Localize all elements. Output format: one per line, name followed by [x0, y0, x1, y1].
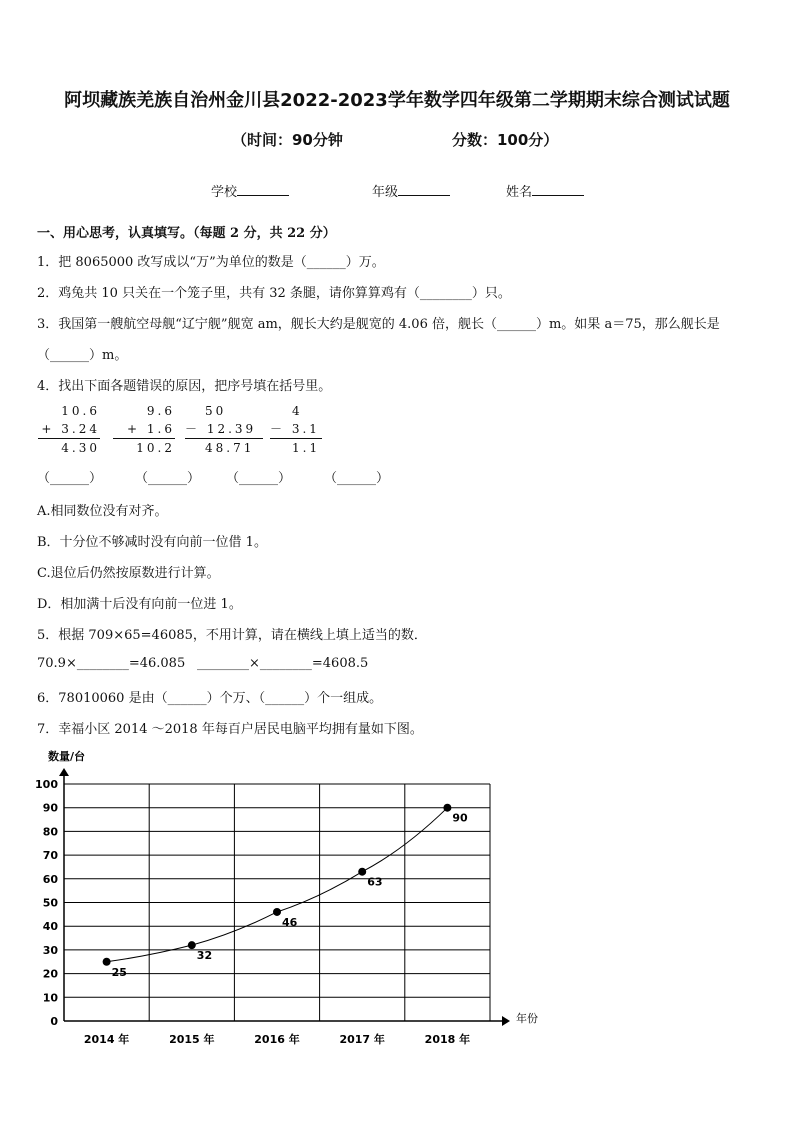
school-field[interactable] — [211, 181, 289, 200]
calc-3-top: 50 — [205, 404, 227, 418]
question-3-continued: （______）m。 — [37, 348, 128, 363]
y-tick-labels — [35, 778, 58, 1028]
exam-score: 分数：100分） — [452, 131, 559, 149]
answer-blank-4[interactable]: （______） — [324, 471, 390, 486]
y-tick-label: 100 — [35, 778, 58, 791]
y-tick-label: 80 — [42, 825, 58, 839]
calc-4-top: 4 — [292, 404, 303, 418]
option-b: B．十分位不够减时没有向前一位借 1。 — [37, 535, 267, 550]
grade-label: 年级 — [372, 185, 399, 200]
y-tick-label: 0 — [50, 1015, 58, 1028]
option-c: C.退位后仍然按原数进行计算。 — [37, 566, 220, 581]
calc-4-operand: － 3.1 — [270, 422, 320, 436]
question-5: 5．根据 709×65=46085，不用计算，请在横线上填上适当的数． — [37, 628, 427, 643]
y-tick-label: 50 — [42, 896, 58, 910]
calc-2-top: 9.6 — [146, 404, 175, 418]
question-6: 6．78010060 是由（______）个万、（______）个一组成。 — [37, 691, 383, 706]
x-axis-arrow — [502, 1016, 510, 1026]
x-tick-label: 2015 年 — [169, 1033, 215, 1046]
answer-blank-1[interactable]: （______） — [37, 471, 103, 486]
question-3: 3．我国第一艘航空母舰“辽宁舰”舰宽 am，舰长大约是舰宽的 4.06 倍，舰长（______）m。如果 a＝75，那么舰长是 — [37, 317, 720, 332]
answer-blank-3[interactable]: （______） — [226, 471, 292, 486]
data-points — [103, 804, 452, 966]
calc-4-result: 1.1 — [270, 438, 322, 457]
data-label: 32 — [196, 949, 213, 963]
y-tick-label: 40 — [42, 920, 58, 934]
answer-blank-2[interactable]: （______） — [135, 471, 201, 486]
y-tick-label: 60 — [42, 872, 58, 886]
data-point — [358, 868, 366, 876]
y-tick-label: 90 — [42, 801, 58, 815]
section-heading: 一、用心思考，认真填写。（每题 2 分，共 22 分） — [37, 226, 336, 241]
calc-4 — [270, 402, 322, 457]
data-label: 25 — [111, 965, 127, 979]
page-title: 阿坝藏族羌族自治州金川县2022-2023学年数学四年级第二学期期末综合测试试题 — [64, 90, 730, 111]
y-axis-label: 数量/台 — [48, 750, 86, 763]
data-label: 63 — [367, 875, 383, 889]
data-label: 90 — [452, 811, 468, 825]
calc-3-operand: － 12.39 — [185, 422, 257, 436]
x-tick-label: 2017 年 — [339, 1033, 385, 1046]
question-5-part-a: 70.9×________=46.085 — [37, 656, 186, 671]
data-point — [188, 941, 196, 949]
x-tick-label: 2018 年 — [424, 1033, 471, 1046]
school-label: 学校 — [211, 185, 238, 200]
x-tick-label: 2016 年 — [254, 1033, 300, 1046]
series-line — [107, 808, 448, 962]
question-4: 4．找出下面各题错误的原因，把序号填在括号里。 — [37, 379, 332, 394]
x-tick-labels — [84, 1032, 470, 1046]
data-labels — [112, 812, 468, 979]
name-field[interactable] — [506, 181, 584, 200]
y-tick-label: 10 — [42, 991, 58, 1005]
x-axis-label: 年份 — [516, 1012, 538, 1025]
x-tick-label: 2014 年 — [83, 1033, 130, 1046]
calc-1-operand: + 3.24 — [41, 422, 100, 436]
calc-3 — [185, 402, 263, 457]
y-tick-label: 20 — [42, 967, 58, 981]
calc-2-result: 10.2 — [113, 438, 175, 457]
data-point — [443, 804, 451, 812]
grade-field[interactable] — [372, 181, 450, 200]
calc-3-result: 48.71 — [185, 438, 263, 457]
question-7: 7．幸福小区 2014 ～2018 年每百户居民电脑平均拥有量如下图。 — [37, 722, 423, 737]
name-label: 姓名 — [506, 185, 533, 200]
y-axis-arrow — [59, 768, 69, 776]
calc-1-top: 10.6 — [61, 404, 100, 418]
option-a: A.相同数位没有对齐。 — [37, 504, 168, 519]
calc-1-result: 4.30 — [38, 438, 100, 457]
data-point — [273, 908, 281, 916]
data-point — [103, 958, 111, 966]
y-tick-label: 70 — [42, 849, 58, 863]
y-tick-label: 30 — [42, 943, 58, 957]
calc-2-operand: + 1.6 — [127, 422, 175, 436]
question-1: 1．把 8065000 改写成以“万”为单位的数是（______）万。 — [37, 255, 385, 270]
option-d: D．相加满十后没有向前一位进 1。 — [37, 597, 242, 612]
data-label: 46 — [282, 915, 298, 929]
exam-time: （时间：90分钟 — [232, 131, 343, 149]
calc-1 — [38, 402, 100, 457]
chart-grid — [64, 784, 490, 1021]
question-5-part-b: ________×________=4608.5 — [197, 656, 369, 671]
question-2: 2．鸡兔共 10 只关在一个笼子里，共有 32 条腿，请你算算鸡有（________）只。 — [37, 286, 511, 301]
calc-2 — [113, 402, 175, 457]
